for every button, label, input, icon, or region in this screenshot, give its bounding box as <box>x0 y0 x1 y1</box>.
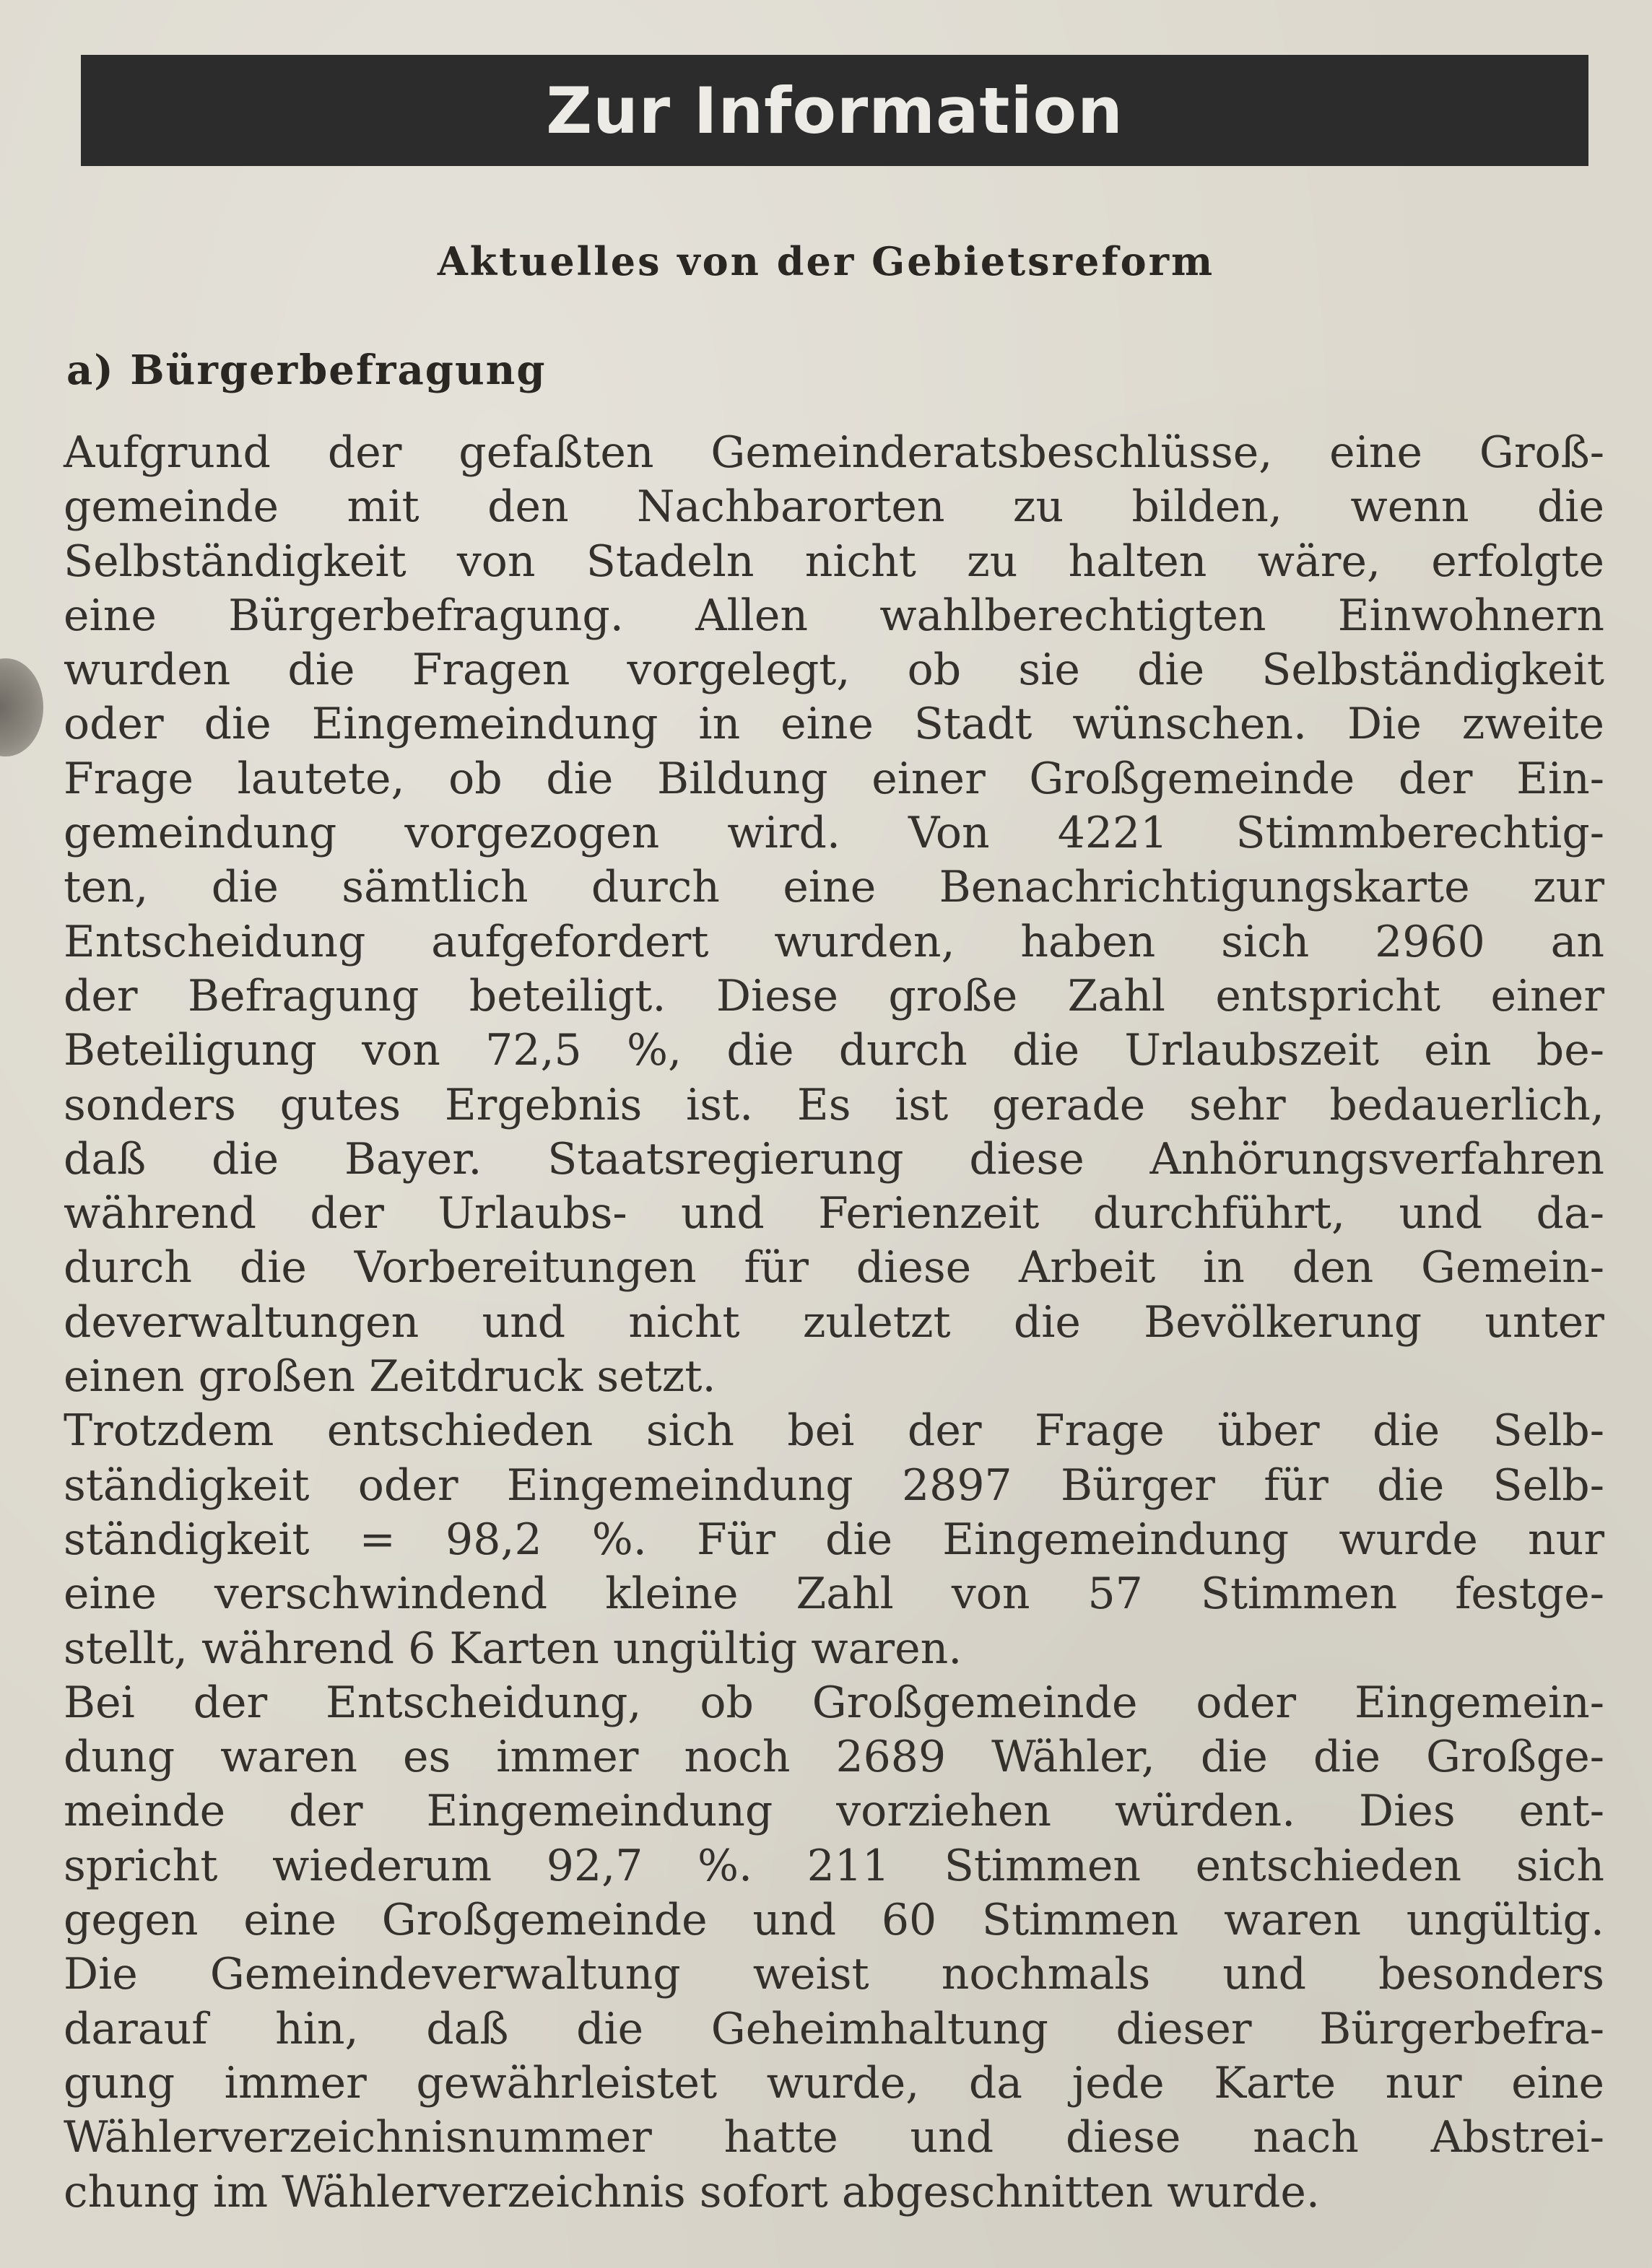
body-line: Bei der Entscheidung, ob Großgemeinde oder Eingemein- <box>64 1677 1604 1728</box>
section-heading: a) Bürgerbefragung <box>66 346 547 394</box>
body-line: einen großen Zeitdruck setzt. <box>64 1351 716 1403</box>
header-banner <box>81 55 1588 166</box>
body-line: Frage lautete, ob die Bildung einer Großgemeinde der Ein- <box>64 753 1604 804</box>
article-subtitle: Aktuelles von der Gebietsreform <box>437 238 1215 284</box>
body-line: ten, die sämtlich durch eine Benachrichtigungskarte zur <box>64 862 1604 913</box>
body-line: Wählerverzeichnisnummer hatte und diese nach Abstrei- <box>64 2112 1604 2163</box>
body-line: ständigkeit = 98,2 %. Für die Eingemeindung wurde nur <box>64 1514 1604 1565</box>
body-line: daß die Bayer. Staatsregierung diese Anhörungsverfahren <box>64 1133 1604 1185</box>
body-line: oder die Eingemeindung in eine Stadt wünschen. Die zweite <box>64 699 1604 750</box>
body-line: Trotzdem entschieden sich bei der Frage über die Selb- <box>64 1405 1604 1457</box>
body-line: durch die Vorbereitungen für diese Arbeit in den Gemein- <box>64 1242 1604 1294</box>
body-line: gegen eine Großgemeinde und 60 Stimmen waren ungültig. <box>64 1895 1604 1946</box>
body-line: meinde der Eingemeindung vorziehen würden. Dies ent- <box>64 1786 1604 1837</box>
body-line: dung waren es immer noch 2689 Wähler, die die Großge- <box>64 1732 1604 1783</box>
body-line: eine Bürgerbefragung. Allen wahlberechtigten Einwohnern <box>64 590 1604 641</box>
body-line: spricht wiederum 92,7 %. 211 Stimmen entschieden sich <box>64 1840 1604 1891</box>
body-line: Die Gemeindeverwaltung weist nochmals und besonders <box>64 1949 1604 2000</box>
body-line: ständigkeit oder Eingemeindung 2897 Bürger für die Selb- <box>64 1460 1604 1511</box>
article-body <box>64 426 1604 2220</box>
body-line: gemeindung vorgezogen wird. Von 4221 Stimmberechtig- <box>64 808 1604 859</box>
body-line: eine verschwindend kleine Zahl von 57 Stimmen festge- <box>64 1569 1604 1620</box>
body-line: stellt, während 6 Karten ungültig waren. <box>64 1623 962 1674</box>
body-line: der Befragung beteiligt. Diese große Zahl entspricht einer <box>64 970 1604 1021</box>
body-line: wurden die Fragen vorgelegt, ob sie die Selbständigkeit <box>64 645 1604 696</box>
body-line: deverwaltungen und nicht zuletzt die Bevölkerung unter <box>64 1296 1604 1348</box>
body-line: Selbständigkeit von Stadeln nicht zu halten wäre, erfolgte <box>64 536 1604 587</box>
body-line: Entscheidung aufgefordert wurden, haben sich 2960 an <box>64 916 1604 967</box>
body-line: darauf hin, daß die Geheimhaltung dieser Bürgerbefra- <box>64 2003 1604 2054</box>
body-line: Beteiligung von 72,5 %, die durch die Urlaubszeit ein be- <box>64 1025 1604 1076</box>
body-line: während der Urlaubs- und Ferienzeit durchführt, und da- <box>64 1188 1604 1239</box>
body-line: sonders gutes Ergebnis ist. Es ist gerade sehr bedauerlich, <box>64 1079 1604 1130</box>
banner-title: Zur Information <box>546 73 1123 148</box>
body-line: chung im Wählerverzeichnis sofort abgeschnitten wurde. <box>64 2166 1320 2217</box>
body-line: gung immer gewährleistet wurde, da jede Karte nur eine <box>64 2057 1604 2108</box>
body-line: Aufgrund der gefaßten Gemeinderatsbeschlüsse, eine Groß- <box>64 427 1604 478</box>
body-line: gemeinde mit den Nachbarorten zu bilden, wenn die <box>64 481 1604 533</box>
